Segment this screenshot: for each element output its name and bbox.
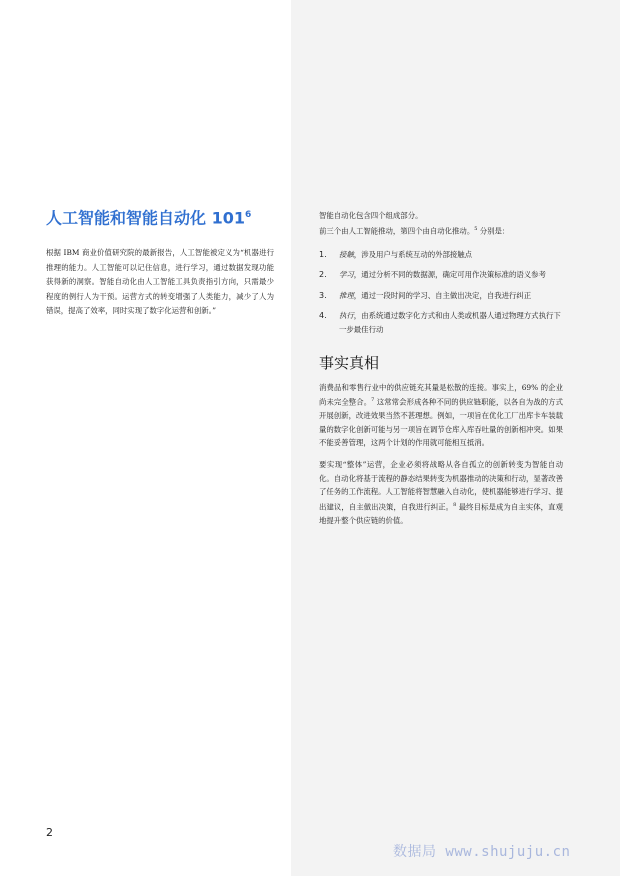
left-column	[46, 205, 274, 319]
facts-paragraph-1: 消费品和零售行业中的供应链充其量是松散的连接。事实上，69% 的企业尚未完全整合。$^7$ 这常常会形成各种不同的供应链职能，以各自为战的方式开展创新，改进效果当然不甚理想。例如，一项旨在优化工厂出库卡车装载量的数字化创新可能与另一项旨在调节仓库入库吞吐量的创新相冲突。如果不能妥善管理，这两个计划的作用就可能相互抵消。	[319, 382, 563, 448]
components-list	[319, 248, 563, 337]
list-item: 2. 学习，通过分析不同的数据源，确定可用作决策标准的语义参考	[319, 270, 546, 280]
right-column	[319, 209, 563, 536]
list-item: 3. 推理，通过一段时间的学习、自主做出决定，自我进行纠正	[319, 290, 532, 300]
section-title: 人工智能和智能自动化 $101^6$	[46, 208, 252, 228]
components-intro: 智能自动化包含四个组成部分。 前三个由人工智能推动，第四个由自动化推动。$^5$ 分别是：	[319, 211, 510, 236]
facts-heading: 事实真相	[319, 353, 380, 372]
list-item: 1. 接触，涉及用户与系统互动的外部接触点	[319, 249, 473, 259]
page-number: 2	[46, 826, 53, 839]
watermark: 数据局 www.shujuju.cn	[393, 844, 571, 860]
title-footnote: 6	[244, 210, 252, 220]
facts-paragraph-2: 要实现“整体”运营，企业必须将战略从各自孤立的创新转变为智能自动化。自动化将基于流程的静态结果转变为机器推动的决策和行动，显著改善了任务的工作流程。人工智能将智慧融入自动化，使机器能够进行学习、提出建议，自主做出决策，自我进行纠正。$^8$ 最终目标是成为自主实体，直观地提升整个供应链的价值。	[319, 460, 563, 525]
intro-paragraph: 根据 IBM 商业价值研究院的最新报告，人工智能被定义为“机器进行推理的能力。人工智能可以记住信息，进行学习，通过数据发现功能获得新的洞察。智能自动化由人工智能工具负责指引方向，只需最少程度的例行人为干预。运营方式的转变增强了人类能力，减少了人为错误，提高了效率，同时实现了数字化运营和创新。”	[46, 248, 274, 316]
list-item: 4. 执行，由系统通过数字化方式和由人类或机器人通过物理方式执行下一步最佳行动	[319, 311, 561, 335]
